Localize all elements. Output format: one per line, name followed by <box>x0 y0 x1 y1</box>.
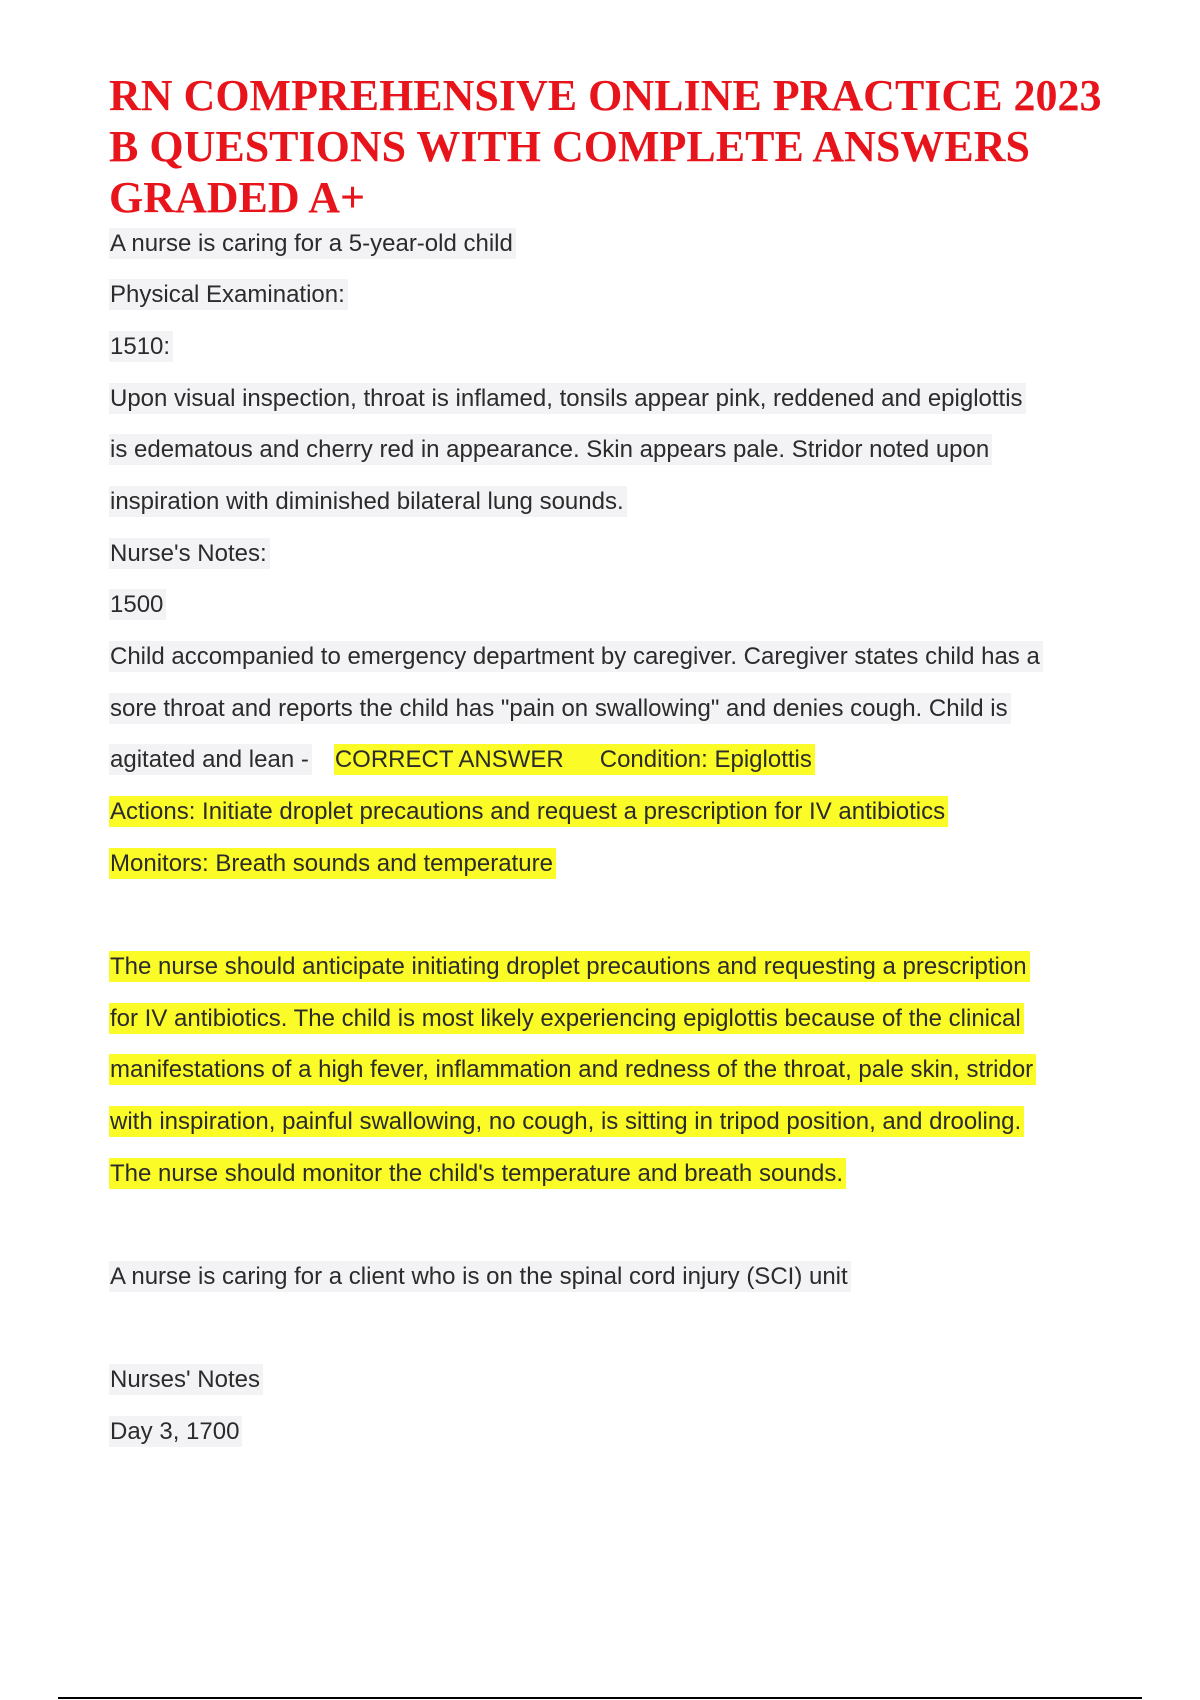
rationale-line: The nurse should monitor the child's temperature and breath sounds. <box>109 1158 846 1190</box>
rationale-line: manifestations of a high fever, inflammation and redness of the throat, pale skin, stridor <box>109 1054 1036 1086</box>
question-2-intro: A nurse is caring for a client who is on the spinal cord injury (SCI) unit <box>109 1261 851 1293</box>
footer-rule <box>58 1697 1142 1699</box>
question-1-intro: A nurse is caring for a 5-year-old child <box>109 228 516 260</box>
question-2-notes-heading: Nurses' Notes <box>109 1364 263 1396</box>
nurses-notes-text-line: Child accompanied to emergency department by caregiver. Caregiver states child has a <box>109 641 1043 673</box>
physical-exam-text-line: Upon visual inspection, throat is inflamed, tonsils appear pink, reddened and epiglottis <box>109 383 1026 415</box>
nurses-notes-heading: Nurse's Notes: <box>109 538 270 570</box>
answer-condition: Condition: Epiglottis <box>599 744 815 775</box>
title-line-2: B QUESTIONS WITH COMPLETE ANSWERS <box>109 122 1030 171</box>
rationale-line: The nurse should anticipate initiating droplet precautions and requesting a prescription <box>109 951 1030 983</box>
physical-exam-text-line: inspiration with diminished bilateral lung sounds. <box>109 486 627 518</box>
nurses-notes-time: 1500 <box>109 589 166 621</box>
nurses-notes-text-line: sore throat and reports the child has "pain on swallowing" and denies cough. Child is <box>109 693 1011 725</box>
question-2-notes-time: Day 3, 1700 <box>109 1416 242 1448</box>
answer-actions: Actions: Initiate droplet precautions and request a prescription for IV antibiotics <box>109 796 948 828</box>
correct-answer-label: CORRECT ANSWER <box>334 744 567 775</box>
title-line-1: RN COMPREHENSIVE ONLINE PRACTICE 2023 <box>109 71 1102 120</box>
rationale-line: with inspiration, painful swallowing, no cough, is sitting in tripod position, and drooling. <box>109 1106 1024 1138</box>
answer-line <box>109 744 815 776</box>
physical-exam-heading: Physical Examination: <box>109 279 348 311</box>
physical-exam-text-line: is edematous and cherry red in appearance. Skin appears pale. Stridor noted upon <box>109 434 992 466</box>
nurses-notes-text-line: agitated and lean - <box>109 744 312 775</box>
document-title <box>109 70 1129 223</box>
physical-exam-time: 1510: <box>109 331 173 363</box>
answer-monitors: Monitors: Breath sounds and temperature <box>109 848 556 880</box>
title-line-3: GRADED A+ <box>109 173 366 222</box>
rationale-line: for IV antibiotics. The child is most likely experiencing epiglottis because of the clinical <box>109 1003 1024 1035</box>
